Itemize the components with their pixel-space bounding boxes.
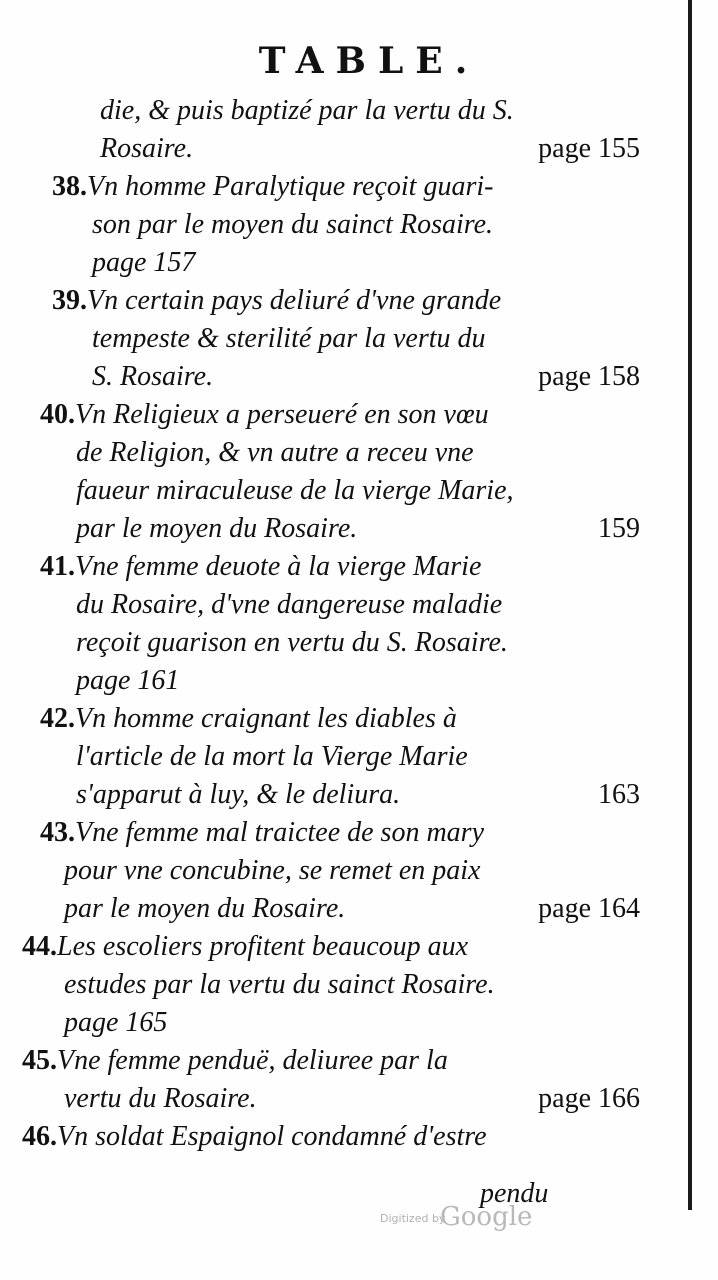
toc-line — [0, 168, 640, 206]
toc-line — [0, 624, 640, 662]
entry-number: 39. — [52, 285, 87, 316]
catchword: pendu — [480, 1178, 549, 1209]
toc-line — [0, 130, 640, 168]
toc-line — [0, 1042, 640, 1080]
toc-line — [0, 586, 640, 624]
page-reference: page 164 — [538, 893, 640, 924]
toc-line — [0, 700, 640, 738]
entry-text: Vn homme craignant les diables à — [75, 703, 457, 734]
entry-number: 42. — [40, 703, 75, 734]
toc-line — [0, 472, 640, 510]
entry-text: Vne femme mal traictee de son mary — [75, 817, 484, 848]
toc-line — [0, 1080, 640, 1118]
entry-text: page 165 — [64, 1007, 168, 1038]
entry-text: estudes par la vertu du sainct Rosaire. — [64, 969, 495, 1000]
digitized-by-label: Digitized by — [380, 1212, 446, 1225]
entry-text: Vn certain pays deliuré d'vne grande — [87, 285, 502, 316]
toc-line — [0, 928, 640, 966]
toc-line — [0, 282, 640, 320]
entry-number: 45. — [22, 1045, 57, 1076]
entry-text: tempeste & sterilité par la vertu du — [92, 323, 486, 354]
google-watermark-logo: Google — [440, 1202, 533, 1232]
toc-line — [0, 890, 640, 928]
page-reference: page 155 — [538, 133, 640, 164]
toc-line — [0, 396, 640, 434]
entry-number: 38. — [52, 171, 87, 202]
entry-number: 40. — [40, 399, 75, 430]
entry-text: reçoit guarison en vertu du S. Rosaire. — [76, 627, 508, 658]
toc-line — [0, 662, 640, 700]
entry-text: du Rosaire, d'vne dangereuse maladie — [76, 589, 503, 620]
entry-number: 46. — [22, 1121, 57, 1152]
entry-text: Vne femme deuote à la vierge Marie — [75, 551, 482, 582]
toc-line — [0, 852, 640, 890]
page-reference: 163 — [598, 779, 640, 810]
entry-text: S. Rosaire. — [92, 361, 214, 392]
toc-line — [0, 966, 640, 1004]
page-reference: page 166 — [538, 1083, 640, 1114]
entry-number: 44. — [22, 931, 57, 962]
page-edge-rule — [688, 0, 692, 1210]
toc-line — [0, 776, 640, 814]
toc-line — [0, 510, 640, 548]
entry-text: Les escoliers profitent beaucoup aux — [57, 931, 469, 962]
entry-text: Vn soldat Espaignol condamné d'estre — [57, 1121, 487, 1152]
page-reference: page 158 — [538, 361, 640, 392]
toc-line — [0, 244, 640, 282]
toc-line — [0, 320, 640, 358]
entry-text: vertu du Rosaire. — [64, 1083, 257, 1114]
entry-text: page 161 — [76, 665, 180, 696]
entry-text: pour vne concubine, se remet en paix — [64, 855, 481, 886]
toc-line — [0, 434, 640, 472]
page-header: TABLE. — [258, 40, 480, 82]
entry-text: par le moyen du Rosaire. — [76, 513, 358, 544]
table-of-contents — [0, 92, 640, 1156]
entry-text: l'article de la mort la Vierge Marie — [76, 741, 468, 772]
entry-number: 43. — [40, 817, 75, 848]
entry-text: Vn Religieux a perseueré en son vœu — [75, 399, 489, 430]
entry-text: Vne femme penduë, deliuree par la — [57, 1045, 448, 1076]
toc-line — [0, 738, 640, 776]
toc-line — [0, 548, 640, 586]
toc-line — [0, 1004, 640, 1042]
entry-text: par le moyen du Rosaire. — [64, 893, 346, 924]
entry-number: 41. — [40, 551, 75, 582]
page-reference: 159 — [598, 513, 640, 544]
entry-text: de Religion, & vn autre a receu vne — [76, 437, 474, 468]
entry-text: Vn homme Paralytique reçoit guari- — [87, 171, 494, 202]
entry-text: s'apparut à luy, & le deliura. — [76, 779, 401, 810]
entry-text: die, & puis baptizé par la vertu du S. — [100, 95, 514, 126]
entry-text: Rosaire. — [100, 133, 194, 164]
entry-text: page 157 — [92, 247, 196, 278]
toc-line — [0, 1118, 640, 1156]
entry-text: faueur miraculeuse de la vierge Marie, — [76, 475, 514, 506]
entry-text: son par le moyen du sainct Rosaire. — [92, 209, 494, 240]
toc-line — [0, 92, 640, 130]
toc-line — [0, 358, 640, 396]
toc-line — [0, 814, 640, 852]
toc-line — [0, 206, 640, 244]
